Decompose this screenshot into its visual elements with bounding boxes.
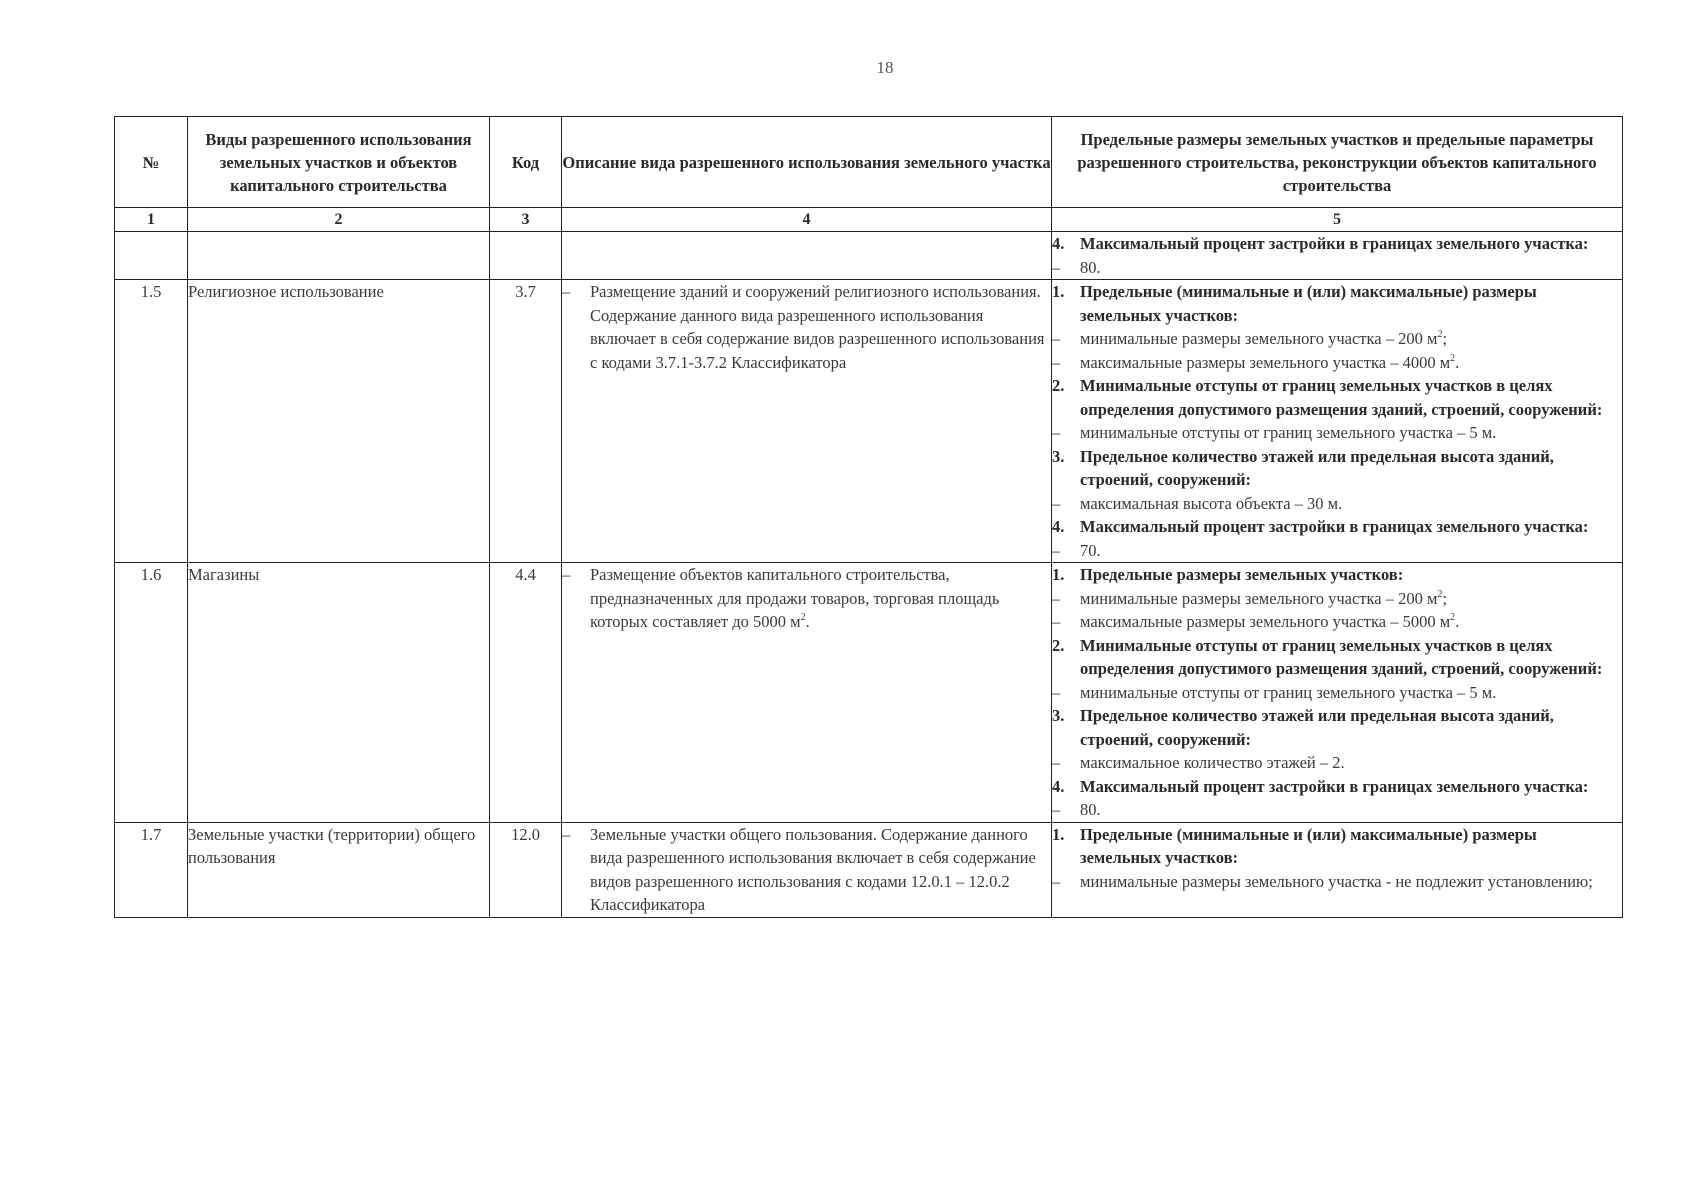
header-use-type: Виды разрешенного использования земельных участков и объектов капитального строительства <box>188 117 490 208</box>
parameter-value <box>1052 610 1622 634</box>
description-item <box>562 563 1051 634</box>
dash-marker: – <box>1052 588 1061 608</box>
dash-marker: – <box>1052 493 1061 513</box>
table-header-row <box>115 117 1623 208</box>
parameter-text <box>1080 751 1622 775</box>
number-marker: 1. <box>1052 282 1065 301</box>
superscript: 2 <box>1437 329 1443 340</box>
text: минимальные размеры земельного участка - не подлежит установлению; <box>1080 871 1593 891</box>
parameter-text <box>1080 870 1622 894</box>
number-marker: 3. <box>1052 706 1065 725</box>
use-type-name: Религиозное использование <box>188 280 490 563</box>
number-marker: 4. <box>1052 517 1065 536</box>
column-number: 5 <box>1052 208 1623 232</box>
dash-marker: – <box>562 282 571 301</box>
text: минимальные размеры земельного участка – 200 м <box>1080 329 1438 348</box>
parameter-text <box>1080 610 1622 634</box>
number-marker: 2. <box>1052 635 1065 655</box>
text: 70. <box>1080 540 1101 560</box>
suffix: . <box>805 612 810 631</box>
header-number: № <box>115 117 188 208</box>
text: 80. <box>1080 800 1101 819</box>
parameter-value <box>1052 681 1622 705</box>
text: Максимальный процент застройки в границах земельного участка: <box>1080 234 1589 253</box>
row-number: 1.7 <box>115 822 188 917</box>
row-number: 1.6 <box>115 563 188 823</box>
text: Максимальный процент застройки в границах земельного участка: <box>1080 517 1589 536</box>
parameter-text <box>1080 823 1622 870</box>
suffix: ; <box>1442 588 1448 608</box>
dash-marker: – <box>1052 257 1061 277</box>
parameter-text <box>1080 515 1622 539</box>
description-item <box>562 280 1051 374</box>
row-number <box>115 232 188 280</box>
text: Минимальные отступы от границ земельных участков в целях определения допустимого размещения зданий, строений, сооружений: <box>1080 635 1603 678</box>
number-marker: 1. <box>1052 565 1065 584</box>
parameter-text <box>1080 634 1622 681</box>
table-row <box>115 280 1623 563</box>
parameters-cell <box>1052 822 1623 917</box>
text: Предельное количество этажей или предельная высота зданий, строений, сооружений: <box>1080 446 1554 489</box>
use-code: 4.4 <box>490 563 562 823</box>
parameter-heading <box>1052 445 1622 492</box>
parameter-text <box>1080 327 1622 351</box>
dash-marker: – <box>1052 540 1061 560</box>
text: 80. <box>1080 257 1101 277</box>
text: максимальные размеры земельного участка – 5000 м <box>1080 612 1451 631</box>
parameter-heading <box>1052 515 1622 539</box>
column-number: 1 <box>115 208 188 232</box>
parameter-text <box>1080 587 1622 611</box>
text: Предельные (минимальные и (или) максимальные) размеры земельных участков: <box>1080 824 1537 867</box>
parameter-text <box>1080 704 1622 751</box>
dash-marker: – <box>1052 682 1061 702</box>
superscript: 2 <box>800 612 806 623</box>
table-row <box>115 232 1623 280</box>
parameter-text <box>1080 775 1622 799</box>
text: Максимальный процент застройки в границах земельного участка: <box>1080 776 1589 796</box>
dash-marker: – <box>1052 329 1061 348</box>
number-marker: 3. <box>1052 446 1065 466</box>
parameter-value <box>1052 492 1622 516</box>
dash-marker: – <box>1052 612 1061 631</box>
parameter-text <box>1080 445 1622 492</box>
text: минимальные отступы от границ земельного участка – 5 м. <box>1080 682 1497 702</box>
parameter-text <box>1080 421 1622 445</box>
text: Земельные участки общего пользования. Содержание данного вида разрешенного использования включает в себя содержание видов разрешенного использования с кодами 12.0.1 – 12.0.2 Классификатора <box>590 824 1036 914</box>
parameter-heading <box>1052 374 1622 421</box>
superscript: 2 <box>1437 588 1443 600</box>
column-number-row <box>115 208 1623 232</box>
suffix: . <box>1455 612 1460 631</box>
parameter-value <box>1052 421 1622 445</box>
column-number: 3 <box>490 208 562 232</box>
parameter-heading <box>1052 823 1622 870</box>
text: Размещение зданий и сооружений религиозного использования. Содержание данного вида разрешенного использования включает в себя содержание видов разрешенного использования с кодами 3.7.1-3.7.2 Классификатора <box>590 282 1045 372</box>
text: максимальная высота объекта – 30 м. <box>1080 493 1343 513</box>
use-code <box>490 232 562 280</box>
text: максимальное количество этажей – 2. <box>1080 753 1345 772</box>
text: минимальные размеры земельного участка – 200 м <box>1080 588 1438 608</box>
parameter-value <box>1052 798 1622 822</box>
use-code: 3.7 <box>490 280 562 563</box>
text: Минимальные отступы от границ земельных участков в целях определения допустимого размещения зданий, строений, сооружений: <box>1080 376 1603 419</box>
use-code: 12.0 <box>490 822 562 917</box>
column-number: 2 <box>188 208 490 232</box>
header-code: Код <box>490 117 562 208</box>
use-type-name <box>188 232 490 280</box>
parameters-cell <box>1052 232 1623 280</box>
dash-marker: – <box>1052 871 1061 891</box>
use-type-name: Земельные участки (территории) общего пользования <box>188 822 490 917</box>
description-text <box>590 823 1051 917</box>
table-row <box>115 563 1623 823</box>
description-text <box>590 280 1051 374</box>
use-description <box>562 280 1052 563</box>
parameter-text <box>1080 539 1622 563</box>
parameters-cell <box>1052 563 1623 823</box>
superscript: 2 <box>1450 352 1456 364</box>
parameter-value <box>1052 587 1622 611</box>
text: минимальные отступы от границ земельного участка – 5 м. <box>1080 423 1497 442</box>
number-marker: 1. <box>1052 824 1065 844</box>
text: Предельные (минимальные и (или) максимальные) размеры земельных участков: <box>1080 282 1537 325</box>
text: Предельные размеры земельных участков: <box>1080 565 1404 584</box>
description-text <box>590 563 1051 634</box>
parameter-value <box>1052 327 1622 351</box>
dash-marker: – <box>562 824 571 844</box>
number-marker: 2. <box>1052 376 1065 395</box>
use-description <box>562 822 1052 917</box>
number-marker: 4. <box>1052 776 1065 796</box>
parameter-value <box>1052 256 1622 280</box>
superscript: 2 <box>1450 612 1456 623</box>
parameter-value <box>1052 351 1622 375</box>
suffix: ; <box>1442 329 1448 348</box>
number-marker: 4. <box>1052 234 1065 253</box>
parameters-cell <box>1052 280 1623 563</box>
parameter-value <box>1052 539 1622 563</box>
parameter-text <box>1080 563 1622 587</box>
parameter-heading <box>1052 232 1622 256</box>
parameter-text <box>1080 351 1622 375</box>
parameter-value <box>1052 751 1622 775</box>
parameter-text <box>1080 492 1622 516</box>
suffix: . <box>1455 352 1460 372</box>
header-description: Описание вида разрешенного использования земельного участка <box>562 117 1052 208</box>
land-use-table <box>114 116 1623 918</box>
description-item <box>562 823 1051 917</box>
dash-marker: – <box>562 565 571 584</box>
parameter-text <box>1080 798 1622 822</box>
use-type-name: Магазины <box>188 563 490 823</box>
use-description <box>562 563 1052 823</box>
parameter-text <box>1080 681 1622 705</box>
dash-marker: – <box>1052 753 1061 772</box>
parameter-text <box>1080 256 1622 280</box>
page-number: 18 <box>876 58 894 77</box>
text: Размещение объектов капитального строительства, предназначенных для продажи товаров, торговая площадь которых составляет до 5000 м <box>590 565 1000 631</box>
text: Предельное количество этажей или предельная высота зданий, строений, сооружений: <box>1080 706 1554 749</box>
parameter-text <box>1080 232 1622 256</box>
header-parameters: Предельные размеры земельных участков и предельные параметры разрешенного строительства, реконструкции объектов капитального строительства <box>1052 117 1623 208</box>
parameter-heading <box>1052 775 1622 799</box>
dash-marker: – <box>1052 352 1061 372</box>
parameter-value <box>1052 870 1622 894</box>
parameter-text <box>1080 374 1622 421</box>
column-number: 4 <box>562 208 1052 232</box>
parameter-heading <box>1052 704 1622 751</box>
dash-marker: – <box>1052 423 1061 442</box>
table-row <box>115 822 1623 917</box>
text: максимальные размеры земельного участка – 4000 м <box>1080 352 1451 372</box>
parameter-text <box>1080 280 1622 327</box>
parameter-heading <box>1052 634 1622 681</box>
parameter-heading <box>1052 563 1622 587</box>
use-description <box>562 232 1052 280</box>
row-number: 1.5 <box>115 280 188 563</box>
dash-marker: – <box>1052 800 1061 819</box>
parameter-heading <box>1052 280 1622 327</box>
